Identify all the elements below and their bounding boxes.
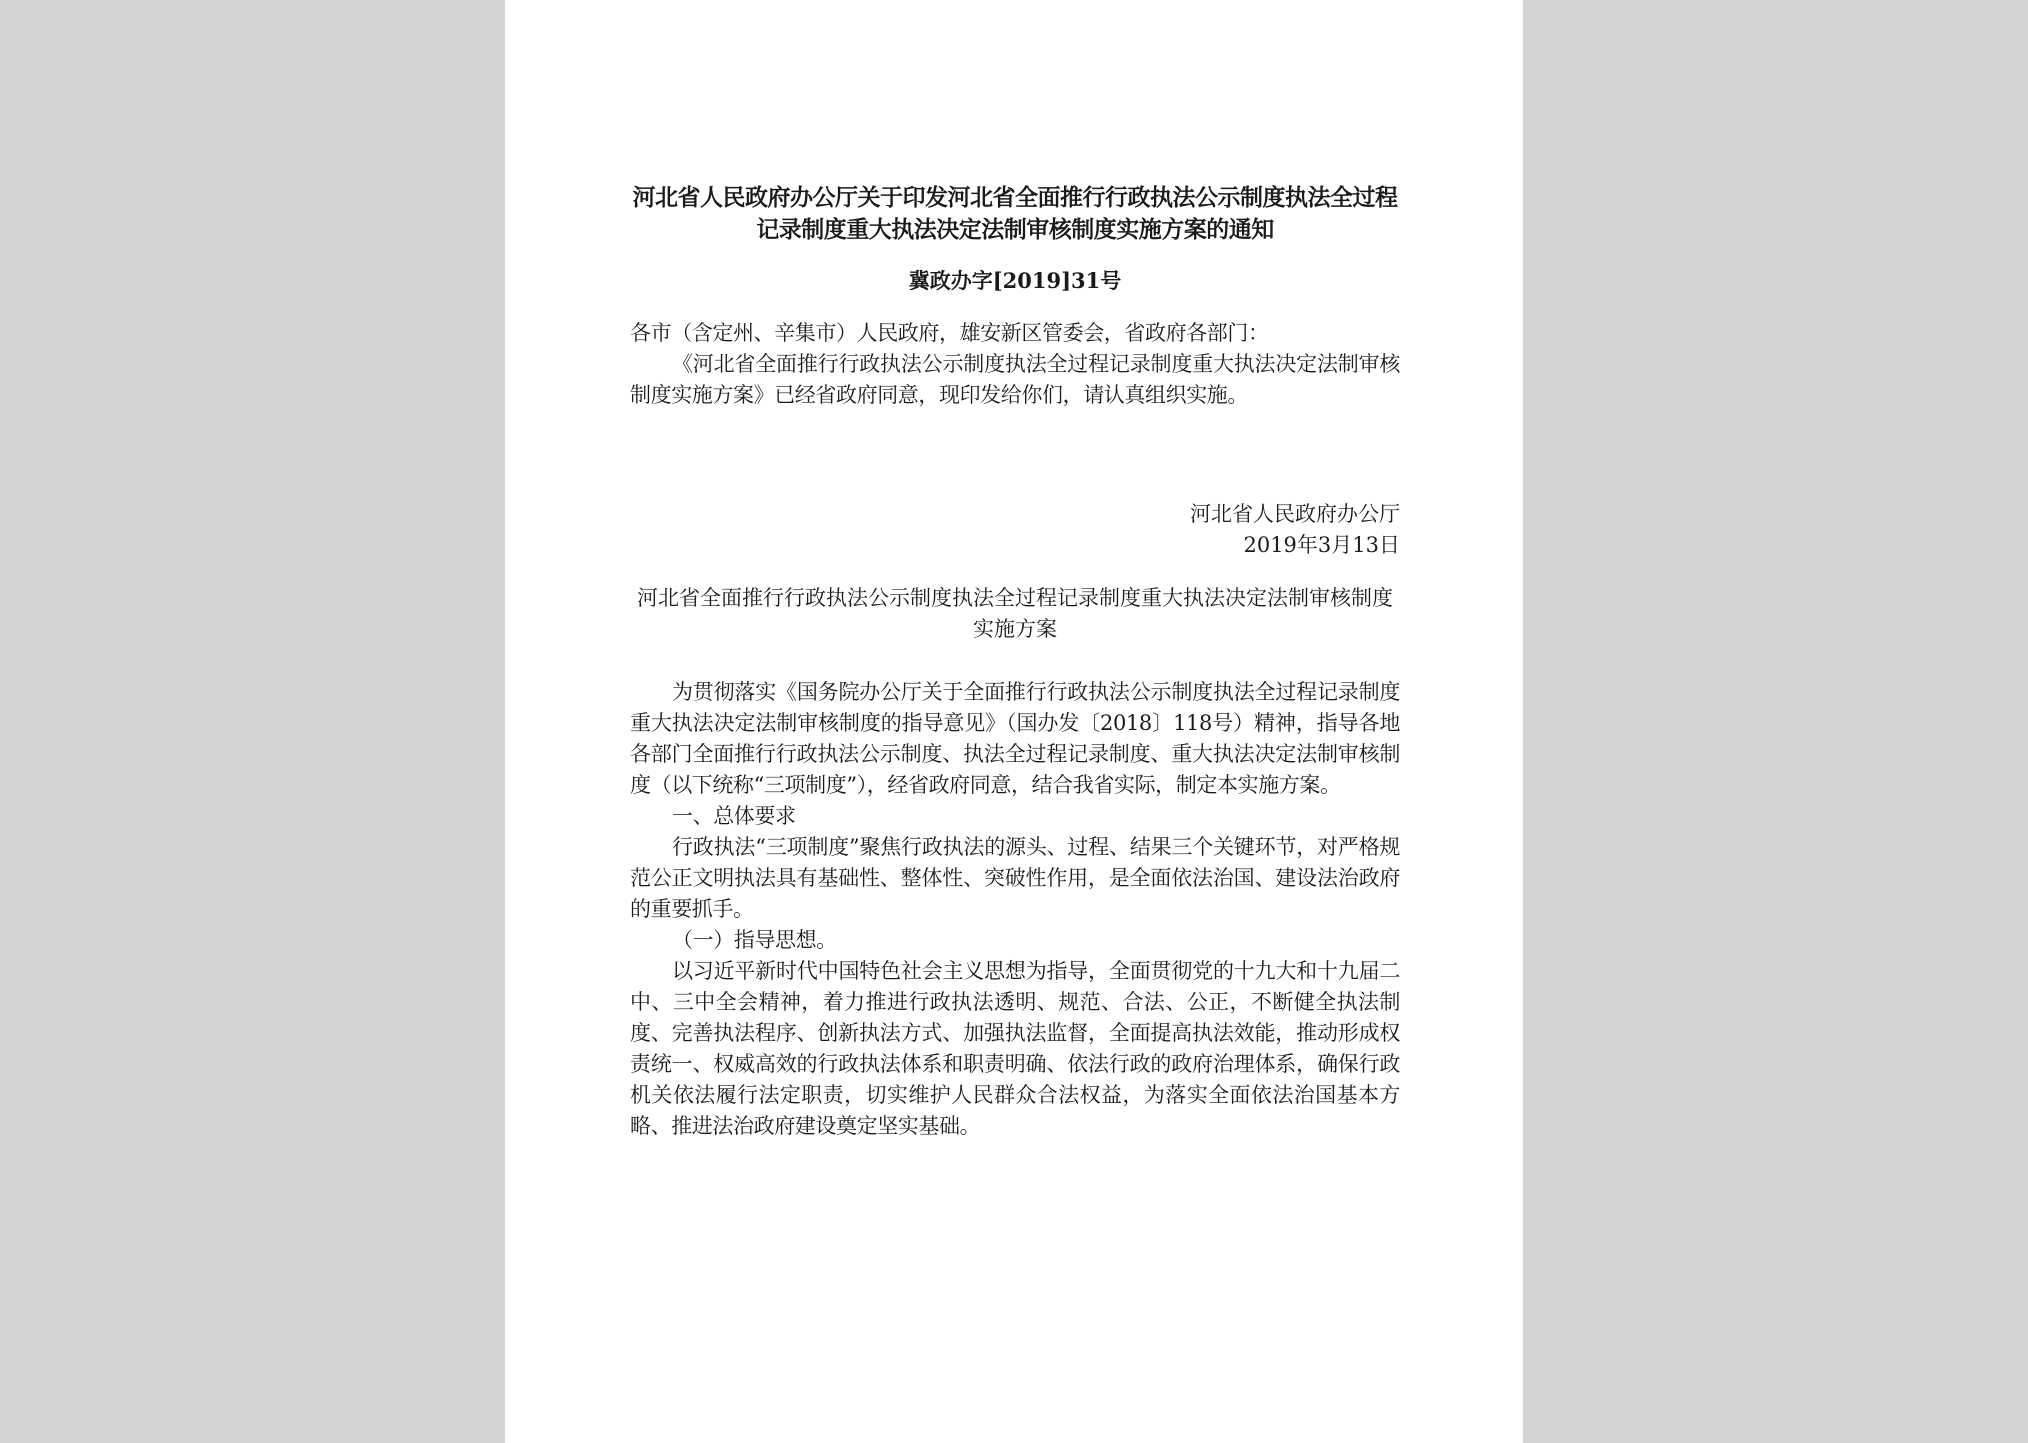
document-title: 河北省人民政府办公厅关于印发河北省全面推行行政执法公示制度执法全过程记录制度重大执法决定法制审核制度实施方案的通知 [632,184,1398,243]
attachment-title: 河北省全面推行行政执法公示制度执法全过程记录制度重大执法决定法制审核制度实施方案 [637,586,1393,641]
section-paragraph: 行政执法“三项制度”聚焦行政执法的源头、过程、结果三个关键环节，对严格规范公正文明执法具有基础性、整体性、突破性作用，是全面依法治国、建设法治政府的重要抓手。 [630,835,1400,921]
signature-organization: 河北省人民政府办公厅 [1190,502,1400,526]
notice-paragraph: 《河北省全面推行行政执法公示制度执法全过程记录制度重大执法决定法制审核制度实施方案》已经省政府同意，现印发给你们，请认真组织实施。 [630,352,1400,407]
signature-date: 2019年3月13日 [1243,533,1400,557]
subsection-heading: （一）指导思想。 [672,928,837,952]
section-heading: 一、总体要求 [672,804,796,828]
subsection-paragraph: 以习近平新时代中国特色社会主义思想为指导，全面贯彻党的十九大和十九届二中、三中全会精神，着力推进行政执法透明、规范、合法、公正，不断健全执法制度、完善执法程序、创新执法方式、加强执法监督，全面提高执法效能，推动形成权责统一、权威高效的行政执法体系和职责明确、依法行政的政府治理体系，确保行政机关依法履行法定职责，切实维护人民群众合法权益，为落实全面依法治国基本方略、推进法治政府建设奠定坚实基础。 [630,959,1400,1138]
document-number: 冀政办字[2019]31号 [908,268,1122,293]
document-page [505,0,1523,1443]
signature-block [630,499,1400,561]
document-content [630,182,1400,1142]
salutation: 各市（含定州、辛集市）人民政府，雄安新区管委会，省政府各部门： [630,321,1269,345]
intro-paragraph: 为贯彻落实《国务院办公厅关于全面推行行政执法公示制度执法全过程记录制度重大执法决定法制审核制度的指导意见》（国办发〔2018〕118号）精神，指导各地各部门全面推行行政执法公示制度、执法全过程记录制度、重大执法决定法制审核制度（以下统称“三项制度”），经省政府同意，结合我省实际，制定本实施方案。 [630,680,1400,797]
